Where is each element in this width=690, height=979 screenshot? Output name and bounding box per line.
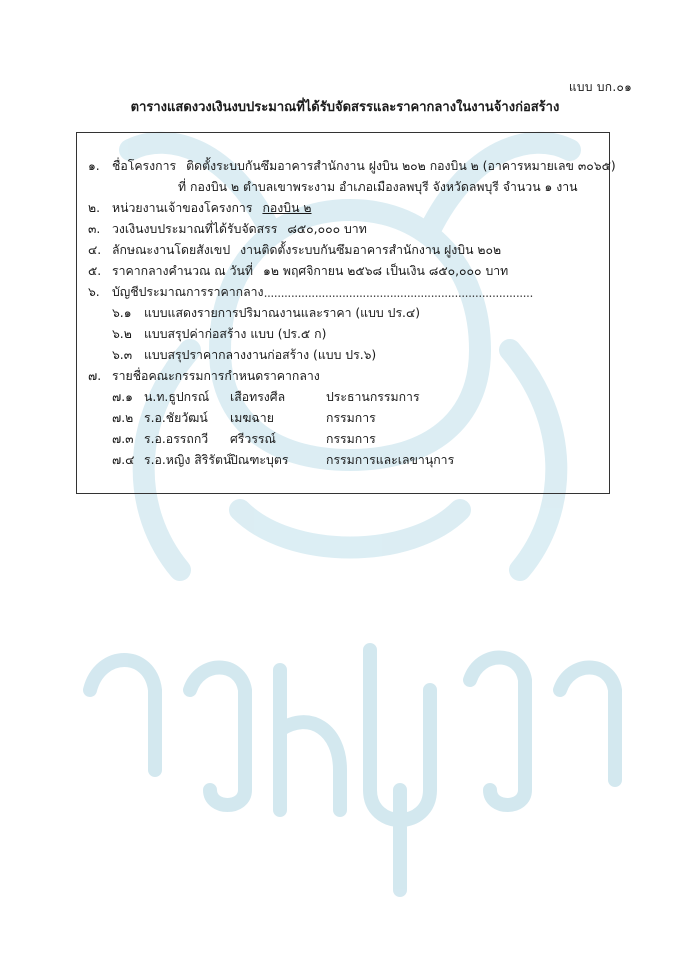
item-number: ๒. xyxy=(88,201,101,215)
item-label: ลักษณะงานโดยสังเขป xyxy=(112,243,231,257)
item-work-summary xyxy=(88,240,598,261)
form-code: แบบ บก.๐๑ xyxy=(568,80,632,94)
item-project-name-cont xyxy=(88,177,598,198)
member-first-name: ร.อ.อรรถกวี xyxy=(144,432,209,446)
item-number: ๗. xyxy=(88,369,102,383)
item-committee xyxy=(88,366,598,387)
item-value: ๑๒ พฤศจิกายน ๒๕๖๘ เป็นเงิน ๘๕๐,๐๐๐ บาท xyxy=(263,264,509,278)
item-budget xyxy=(88,219,598,240)
member-first-name: ร.อ.หญิง สิริรัตน์ xyxy=(144,453,232,467)
item-number: ๔. xyxy=(88,243,102,257)
sub-item-text: แบบสรุปค่าก่อสร้าง แบบ (ปร.๕ ก) xyxy=(144,327,327,341)
item-value: ติดตั้งระบบกันซึมอาคารสำนักงาน ฝูงบิน ๒๐๒ กองบิน ๒ (อาคารหมายเลข ๓๐๖๕) xyxy=(186,159,616,173)
item-label: บัญชีประมาณการราคากลาง xyxy=(112,285,264,299)
committee-member xyxy=(88,387,598,408)
item-value: กองบิน ๒ xyxy=(262,201,312,215)
item-label: วงเงินงบประมาณที่ได้รับจัดสรร xyxy=(112,222,278,236)
member-role: ประธานกรรมการ xyxy=(326,390,420,404)
member-role: กรรมการ xyxy=(326,432,376,446)
committee-member xyxy=(88,450,598,471)
member-first-name: น.ท.ธูปกรณ์ xyxy=(144,390,210,404)
item-number: ๑. xyxy=(88,159,100,173)
sub-item-number: ๖.๑ xyxy=(112,306,132,320)
sub-item xyxy=(88,324,598,345)
item-label: รายชื่อคณะกรรมการกำหนดราคากลาง xyxy=(112,369,320,383)
committee-member xyxy=(88,408,598,429)
item-number: ๕. xyxy=(88,264,102,278)
item-number: ๓. xyxy=(88,222,101,236)
item-value-continued: ที่ กองบิน ๒ ตำบลเขาพระงาม อำเภอเมืองลพบุรี จังหวัดลพบุรี จำนวน ๑ งาน xyxy=(178,180,578,194)
member-last-name: ศรีวรรณ์ xyxy=(230,432,276,446)
member-number: ๗.๔ xyxy=(112,453,135,467)
item-project-name xyxy=(88,156,616,177)
committee-member xyxy=(88,429,598,450)
document-title: ตารางแสดงวงเงินงบประมาณที่ได้รับจัดสรรและราคากลางในงานจ้างก่อสร้าง xyxy=(130,100,560,115)
sub-item xyxy=(88,303,598,324)
item-owner-unit xyxy=(88,198,598,219)
item-label: ราคากลางคำนวณ ณ วันที่ xyxy=(112,264,254,278)
member-number: ๗.๓ xyxy=(112,432,134,446)
sub-item xyxy=(88,345,598,366)
member-first-name: ร.อ.ชัยวัฒน์ xyxy=(144,411,208,425)
member-last-name: เมฆฉาย xyxy=(230,411,274,425)
item-value: ๘๕๐,๐๐๐ บาท xyxy=(287,222,367,236)
item-label: ชื่อโครงการ xyxy=(112,159,177,173)
item-value: งานติดตั้งระบบกันซึมอาคารสำนักงาน ฝูงบิน ๒๐๒ xyxy=(240,243,502,257)
dotted-leader: ............................................................................... xyxy=(263,285,533,300)
item-estimate-list xyxy=(88,282,598,303)
content-list xyxy=(88,156,616,471)
sub-item-text: แบบแสดงรายการปริมาณงานและราคา (แบบ ปร.๔) xyxy=(144,306,421,320)
sub-item-text: แบบสรุปราคากลางงานก่อสร้าง (แบบ ปร.๖) xyxy=(144,348,377,362)
item-median-price xyxy=(88,261,598,282)
item-label: หน่วยงานเจ้าของโครงการ xyxy=(112,201,253,215)
member-last-name: เสือทรงศีล xyxy=(230,390,286,404)
member-role: กรรมการ xyxy=(326,411,376,425)
item-number: ๖. xyxy=(88,285,100,299)
member-role: กรรมการและเลขานุการ xyxy=(326,453,455,467)
member-number: ๗.๑ xyxy=(112,390,133,404)
member-last-name: ปิณฑะบุตร xyxy=(230,453,289,467)
sub-item-number: ๖.๒ xyxy=(112,327,132,341)
sub-item-number: ๖.๓ xyxy=(112,348,133,362)
member-number: ๗.๒ xyxy=(112,411,134,425)
